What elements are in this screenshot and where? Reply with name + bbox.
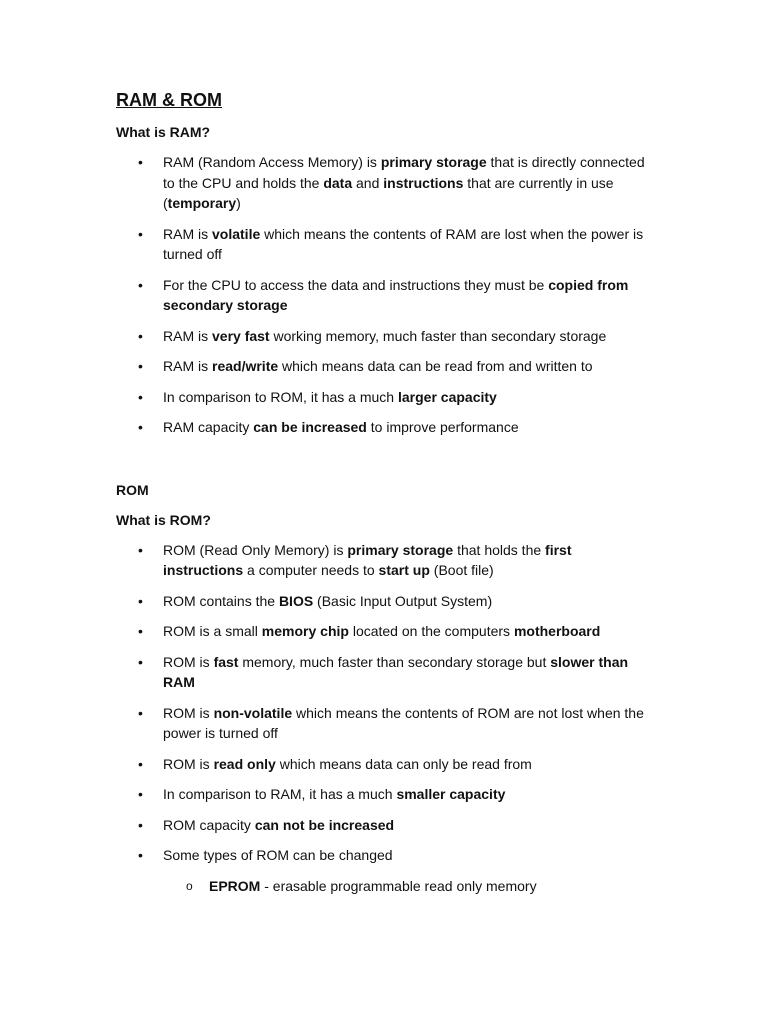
bold-term: BIOS <box>278 592 314 609</box>
text-run: ROM capacity <box>163 816 255 833</box>
bold-term: read/write <box>212 358 279 374</box>
bold-term: first instructions <box>163 541 572 578</box>
circle-bullet-icon: o <box>186 878 193 893</box>
bold-term: read only <box>213 755 276 772</box>
bullet-icon: • <box>138 276 143 293</box>
list-item <box>116 815 650 836</box>
list-item <box>116 652 650 693</box>
section-ram <box>116 122 768 438</box>
sub-list-item <box>116 876 604 897</box>
list-item <box>116 224 650 265</box>
bold-term: can not be increased <box>254 816 395 833</box>
bold-term: motherboard <box>513 623 601 639</box>
bold-term: EPROM <box>209 877 261 894</box>
text-run: to improve performance <box>366 419 519 435</box>
text-run: RAM capacity <box>163 419 254 435</box>
bold-term: primary storage <box>347 541 454 558</box>
list-item <box>116 845 650 866</box>
bullet-icon: • <box>138 388 143 405</box>
bullet-icon: • <box>138 786 143 802</box>
text-run: (Boot file) <box>429 562 494 578</box>
bold-term: temporary <box>167 195 237 211</box>
text-run: In comparison to ROM, it has a much <box>163 388 398 405</box>
bold-term: volatile <box>212 225 261 242</box>
bold-term: copied from secondary storage <box>163 276 629 313</box>
text-run: and <box>352 174 384 191</box>
bold-term: larger capacity <box>397 388 497 405</box>
list-item <box>116 784 650 805</box>
bullet-icon: • <box>138 847 143 863</box>
text-run: which means data can only be read from <box>275 755 532 772</box>
text-run: a computer needs to <box>243 562 379 578</box>
section-spacer <box>116 448 768 480</box>
text-run: which means data can be read from and written to <box>278 358 593 374</box>
list-item <box>116 703 650 744</box>
bullet-list-ram <box>116 152 650 438</box>
bold-term: primary storage <box>380 154 487 170</box>
bullet-icon: • <box>138 327 143 344</box>
text-run: RAM is <box>163 358 212 374</box>
text-run: located on the computers <box>348 623 514 639</box>
text-run: ROM (Read Only Memory) is <box>163 541 348 558</box>
bullet-icon: • <box>138 541 143 558</box>
text-run: ROM is a small <box>163 623 262 639</box>
text-run: memory, much faster than secondary storage but <box>238 653 551 670</box>
section-rom <box>116 480 768 897</box>
bullet-icon: • <box>138 704 143 721</box>
bold-term: memory chip <box>261 623 349 639</box>
text-run: that holds the <box>453 541 546 558</box>
page-title: RAM & ROM <box>116 90 222 110</box>
text-run: ROM contains the <box>163 592 279 609</box>
list-item <box>116 275 650 316</box>
list-item <box>116 356 650 377</box>
bullet-icon: • <box>138 154 143 170</box>
text-run: ) <box>236 195 241 211</box>
bullet-icon: • <box>138 653 143 670</box>
bold-term: can be increased <box>253 419 367 435</box>
bullet-icon: • <box>138 225 143 242</box>
bullet-icon: • <box>138 358 143 374</box>
bullet-icon: • <box>138 592 143 609</box>
text-run: Some types of ROM can be changed <box>163 847 393 863</box>
list-item <box>116 591 650 612</box>
list-item <box>116 326 650 347</box>
list-item <box>116 387 650 408</box>
text-run: For the CPU to access the data and instructions they must be <box>163 276 549 293</box>
section-label-rom: ROM <box>116 481 149 498</box>
list-item <box>116 754 650 775</box>
text-run: which means the contents of RAM are lost when the power is turned off <box>163 225 644 262</box>
list-item <box>116 540 650 581</box>
bullet-icon: • <box>138 755 143 772</box>
bullet-icon: • <box>138 816 143 833</box>
bold-term: instructions <box>383 174 464 191</box>
text-run: that are currently in use ( <box>163 174 614 211</box>
text-run: working memory, much faster than secondary storage <box>269 327 607 344</box>
text-run: - erasable programmable read only memory <box>260 877 537 894</box>
text-run: ROM is <box>163 755 214 772</box>
text-run: that is directly connected to the CPU and holds the <box>163 154 645 191</box>
bold-term: very fast <box>212 327 270 344</box>
text-run: (Basic Input Output System) <box>313 592 493 609</box>
section-heading-ram: What is RAM? <box>116 124 211 140</box>
text-run: ROM is <box>163 653 214 670</box>
bullet-icon: • <box>138 623 143 639</box>
list-item <box>116 621 650 642</box>
text-run: In comparison to RAM, it has a much <box>163 786 397 802</box>
bold-term: fast <box>213 653 239 670</box>
bold-term: data <box>323 174 353 191</box>
text-run: RAM (Random Access Memory) is <box>163 154 381 170</box>
list-item <box>116 417 650 438</box>
text-run: RAM is <box>163 225 212 242</box>
text-run: RAM is <box>163 327 212 344</box>
bold-term: non-volatile <box>213 704 293 721</box>
section-heading-rom: What is ROM? <box>116 511 211 528</box>
bullet-icon: • <box>138 419 143 435</box>
text-run: ROM is <box>163 704 214 721</box>
list-item <box>116 152 650 214</box>
sub-bullet-list-rom <box>116 876 604 897</box>
bold-term: smaller capacity <box>396 786 506 802</box>
bold-term: start up <box>378 562 430 578</box>
bold-term: slower than RAM <box>163 653 629 690</box>
text-run: which means the contents of ROM are not lost when the power is turned off <box>163 704 644 741</box>
bullet-list-rom <box>116 540 650 866</box>
